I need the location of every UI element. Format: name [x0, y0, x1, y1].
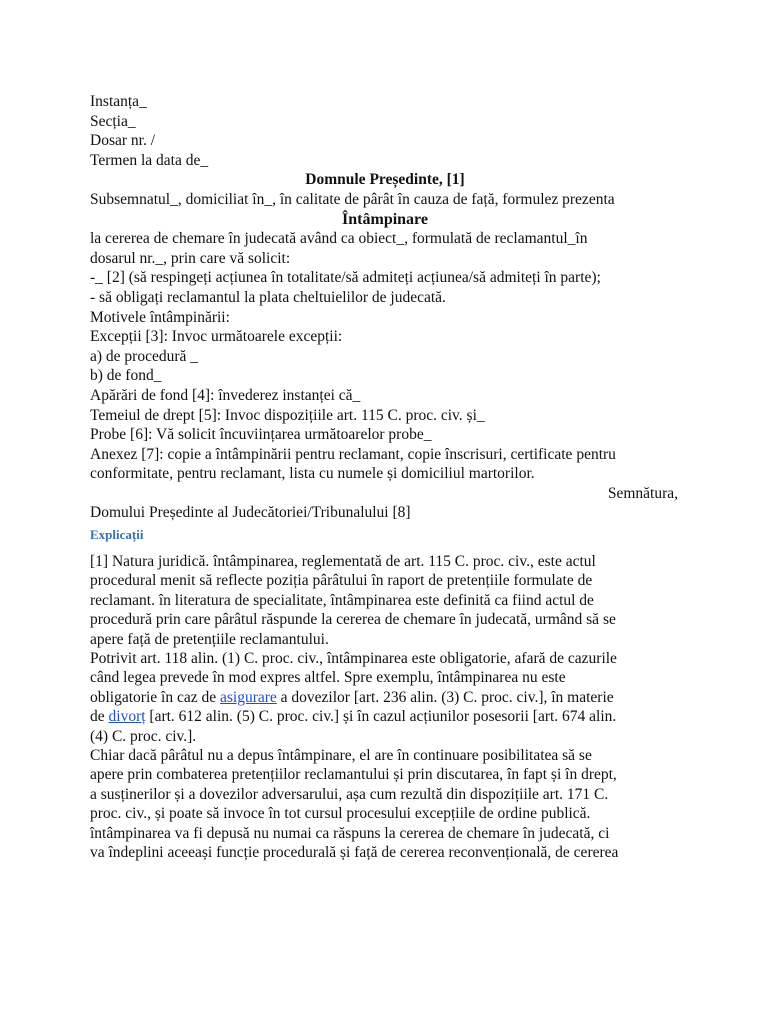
explanation-line: [1] Natura juridică. întâmpinarea, reglementată de art. 115 C. proc. civ., este actul	[90, 553, 596, 570]
explanations-heading: Explicații	[90, 527, 144, 542]
body-line: dosarul nr._, prin care vă solicit:	[90, 249, 291, 267]
body-line: Motivele întâmpinării:	[90, 308, 230, 326]
body-line: a) de procedură _	[90, 347, 199, 365]
closing-line: Domului Președinte al Judecătoriei/Tribunalului [8]	[90, 504, 411, 522]
divort-link[interactable]: divorț	[108, 708, 146, 726]
explanation-line: a susținerilor și a dovezilor adversarului, așa cum rezultă din dispozițiile art. 171 C.	[90, 785, 609, 803]
explanation-line	[90, 688, 680, 707]
explanation-line	[90, 707, 680, 726]
explanation-line: apere față de pretențiile reclamantului.	[90, 630, 329, 648]
explanation-line: Chiar dacă pârâtul nu a depus întâmpinare, el are în continuare posibilitatea să se	[90, 747, 592, 765]
body-line: Apărări de fond [4]: învederez instanței că_	[90, 386, 361, 404]
explanation-line: Potrivit art. 118 alin. (1) C. proc. civ., întâmpinarea este obligatorie, afară de cazurile	[90, 650, 617, 668]
body-line: - să obligați reclamantul la plata cheltuielilor de judecată.	[90, 288, 446, 306]
explanation-text: obligatorie în caz de	[90, 688, 220, 706]
explanations-text	[90, 552, 680, 863]
explanation-line: proc. civ., și poate să invoce în tot cursul procesului excepțiile de ordine publică.	[90, 805, 591, 823]
section-line: Secția_	[90, 112, 136, 130]
case-number-line: Dosar nr. /	[90, 132, 156, 150]
explanation-line: apere prin combaterea pretențiilor reclamantului și prin discutarea, în fapt și în drept,	[90, 766, 617, 784]
asigurare-link[interactable]: asigurare	[219, 688, 277, 706]
explanation-text: a dovezilor [art. 236 alin. (3) C. proc. civ.], în materie	[276, 688, 614, 706]
document-title: Întâmpinare	[342, 210, 428, 228]
body-line: Anexez [7]: copie a întâmpinării pentru reclamant, copie înscrisuri, certificate pentru	[90, 445, 616, 463]
body-line: -_ [2] (să respingeți acțiunea în totalitate/să admiteți acțiunea/să admiteți în parte);	[90, 269, 601, 287]
court-line: Instanța_	[90, 93, 147, 110]
explanation-line: procedural menit să reflecte poziția pârâtului în raport de pretențiile formulate de	[90, 572, 593, 590]
intro-line: Subsemnatul_, domiciliat în_, în calitate de pârât în cauza de față, formulez prezenta	[90, 190, 615, 208]
body-line: la cererea de chemare în judecată având ca obiect_, formulată de reclamantul_în	[90, 230, 588, 248]
body-line: Probe [6]: Vă solicit încuviințarea următoarelor probe_	[90, 426, 432, 444]
explanation-text: de	[90, 708, 109, 726]
signature-label: Semnătura,	[607, 484, 678, 502]
explanation-line: întâmpinarea va fi depusă nu numai ca răspuns la cererea de chemare în judecată, ci	[90, 824, 610, 842]
explanation-line: procedură prin care pârâtul răspunde la cererea de chemare în judecată, urmând să se	[90, 611, 616, 629]
body-line: Temeiul de drept [5]: Invoc dispozițiile art. 115 C. proc. civ. și_	[90, 406, 485, 424]
explanation-line: reclamant. în literatura de specialitate, întâmpinarea este definită ca fiind actul de	[90, 591, 594, 609]
template-document	[90, 92, 680, 523]
addressee-heading: Domnule Președinte, [1]	[305, 171, 465, 189]
explanation-line: (4) C. proc. civ.].	[90, 727, 197, 745]
body-line: Excepții [3]: Invoc următoarele excepții:	[90, 328, 343, 346]
explanation-line: când legea prevede în mod expres altfel. Spre exemplu, întâmpinarea nu este	[90, 669, 566, 687]
hearing-date-line: Termen la data de_	[90, 151, 209, 169]
explanation-line: va îndeplini aceeași funcție procedurală și față de cererea reconvențională, de cererea	[90, 844, 619, 862]
body-line: b) de fond_	[90, 367, 162, 385]
body-line: conformitate, pentru reclamant, lista cu numele și domiciliul martorilor.	[90, 465, 535, 483]
explanation-text: [art. 612 alin. (5) C. proc. civ.] și în cazul acțiunilor posesorii [art. 674 alin.	[145, 708, 617, 726]
